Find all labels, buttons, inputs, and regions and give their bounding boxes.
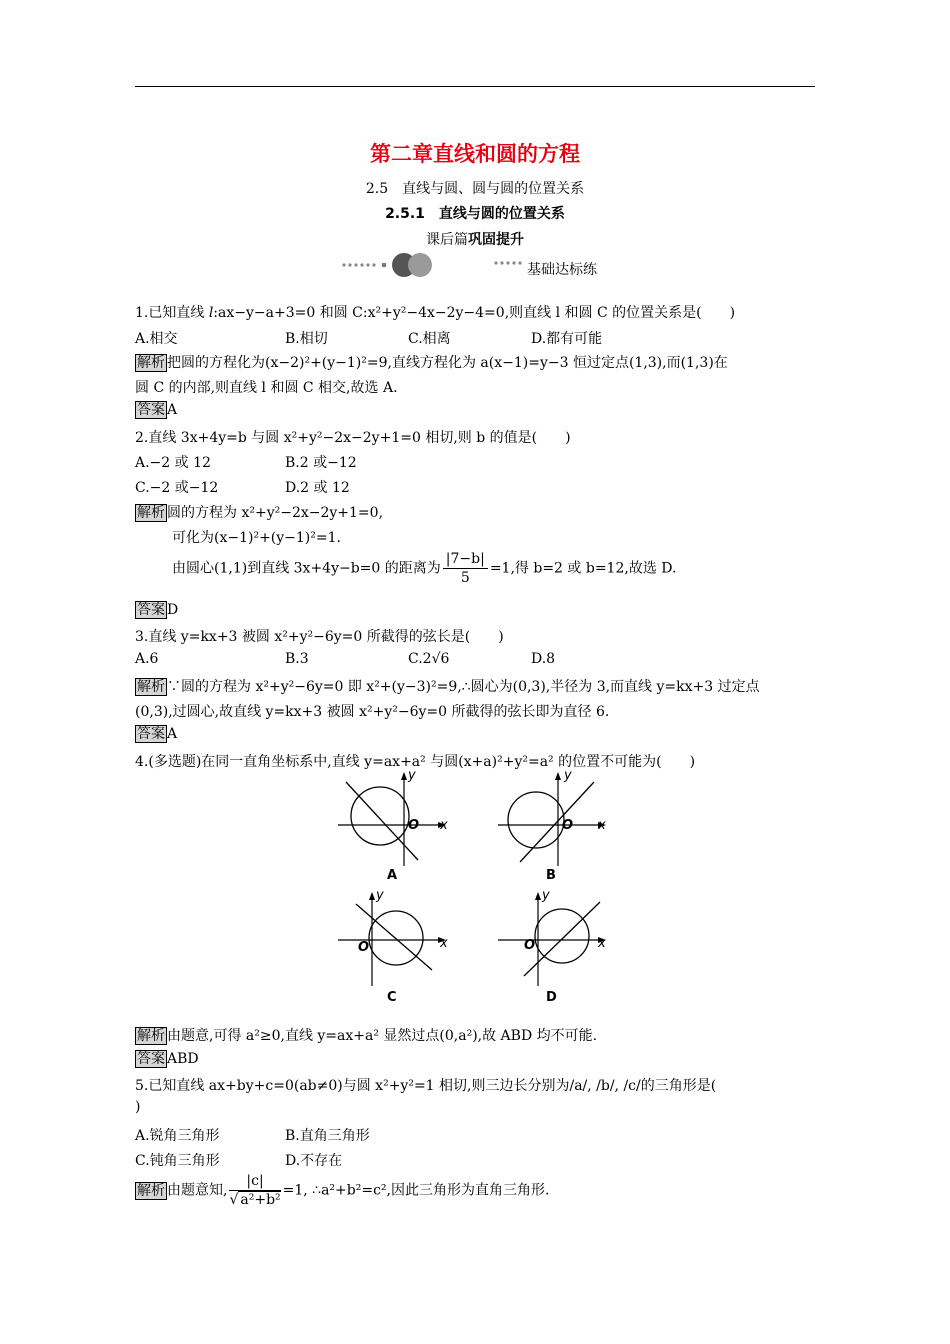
top-rule (135, 86, 815, 87)
q5-stem-line-2: ) (135, 1099, 141, 1115)
distance-fraction: $\frac{|7-b|}{5}$ (443, 550, 488, 587)
analysis-tag: 解析 (137, 1028, 165, 1044)
origin-label: O (524, 938, 536, 953)
section-title: 2.5 直线与圆、圆与圆的位置关系 (365, 181, 585, 197)
x-axis-label: x (598, 936, 606, 951)
q2-analysis-line-1: 解析 圆的方程为 x²+y²−2x−2y+1=0, (137, 505, 384, 521)
tangent-fraction: $\frac{|c|}{\text{√ a²+b²}}$ (229, 1173, 281, 1208)
q4-figure-d-label: D (546, 990, 557, 1005)
q3-analysis-line-1: 解析 ∵圆的方程为 x²+y²−6y=0 即 x²+(y−3)²=9,∴圆心为(0,3),半径为 3,而直线 y=kx+3 过定点 (137, 679, 760, 695)
q5-option-d: D.不存在 (285, 1153, 343, 1169)
q3-option-c: C.2√6 (408, 651, 450, 667)
q3-option-d: D.8 (531, 651, 556, 667)
q2-option-c: C.−2 或−12 (135, 480, 219, 496)
q3-option-b: B.3 (285, 651, 309, 667)
q4-figure-c (338, 890, 448, 990)
q4-stem: 4.(多选题)在同一直角坐标系中,直线 y=ax+a² 与圆(x+a)²+y²=a² 的位置不可能为( ) (135, 754, 696, 770)
x-axis-label: x (440, 818, 448, 833)
origin-label: O (358, 940, 370, 955)
q1-option-c: C.相离 (408, 331, 451, 347)
q5-analysis: 解析 由题意知, $\frac{|c|}{\text{√ a²+b²}}$ =1, ∴a²+b²=c²,因此三角形为直角三角形. (137, 1173, 550, 1208)
q2-answer: 答案 D (137, 602, 179, 618)
q5-option-c: C.钝角三角形 (135, 1153, 220, 1169)
analysis-tag: 解析 (137, 355, 165, 371)
q1-option-d: D.都有可能 (531, 331, 603, 347)
chapter-title: 第二章直线和圆的方程 (370, 142, 580, 166)
q1-answer: 答案 A (137, 402, 178, 418)
after-class-title: 课后篇巩固提升 (426, 232, 524, 248)
q4-figure-a (338, 770, 448, 870)
origin-label: O (408, 818, 420, 833)
y-axis-label: y (408, 768, 416, 783)
q2-option-a: A.−2 或 12 (135, 455, 211, 471)
q2-stem: 2.直线 3x+4y=b 与圆 x²+y²−2x−2y+1=0 相切,则 b 的值是( ) (135, 430, 571, 446)
q5-option-a: A.锐角三角形 (135, 1128, 220, 1144)
q4-figure-d (498, 890, 608, 990)
q4-figure-a-label: A (387, 868, 398, 883)
analysis-tag: 解析 (137, 1182, 165, 1199)
y-axis-label: y (564, 768, 572, 783)
x-axis-label: x (598, 818, 606, 833)
q1-stem: 1.已知直线 l:ax−y−a+3=0 和圆 C:x²+y²−4x−2y−4=0,则直线 l 和圆 C 的位置关系是( ) (135, 305, 736, 321)
q1-analysis-line-1: 解析 把圆的方程化为(x−2)²+(y−1)²=9,直线方程化为 a(x−1)=y−3 恒过定点(1,3),而(1,3)在 (137, 355, 728, 371)
q1-option-a: A.相交 (135, 331, 178, 347)
q3-option-a: A.6 (135, 651, 159, 667)
q5-stem-line-1: 5.已知直线 ax+by+c=0(ab≠0)与圆 x²+y²=1 相切,则三边长分别为/a/, /b/, /c/的三角形是( (135, 1078, 717, 1094)
q4-figure-c-label: C (387, 990, 397, 1005)
subsection-title: 2.5.1 直线与圆的位置关系 (385, 206, 565, 222)
q3-analysis-line-2: (0,3),过圆心,故直线 y=kx+3 被圆 x²+y²−6y=0 所截得的弦长即为直径 6. (135, 704, 610, 720)
q3-answer: 答案 A (137, 726, 178, 742)
q2-analysis-line-2: 可化为(x−1)²+(y−1)²=1. (172, 530, 341, 546)
analysis-tag: 解析 (137, 679, 165, 695)
q4-analysis: 解析 由题意,可得 a²≥0,直线 y=ax+a² 显然过点(0,a²),故 ABD 均不可能. (137, 1028, 598, 1044)
q2-option-d: D.2 或 12 (285, 480, 350, 496)
q4-answer: 答案 ABD (137, 1051, 199, 1067)
q2-option-b: B.2 或−12 (285, 455, 357, 471)
origin-label: O (562, 818, 574, 833)
q2-analysis-line-3: 由圆心(1,1)到直线 3x+4y−b=0 的距离为 $\frac{|7-b|}{5}$ =1,得 b=2 或 b=12,故选 D. (172, 551, 677, 586)
answer-tag: 答案 (137, 602, 165, 618)
q3-stem: 3.直线 y=kx+3 被圆 x²+y²−6y=0 所截得的弦长是( ) (135, 629, 504, 645)
q5-option-b: B.直角三角形 (285, 1128, 370, 1144)
y-axis-label: y (542, 888, 550, 903)
x-axis-label: x (440, 936, 448, 951)
analysis-tag: 解析 (137, 505, 165, 521)
level-label: 基础达标练 (527, 262, 597, 278)
answer-tag: 答案 (137, 402, 165, 418)
q4-figure-b-label: B (546, 868, 556, 883)
answer-tag: 答案 (137, 726, 165, 742)
answer-tag: 答案 (137, 1051, 165, 1067)
q1-option-b: B.相切 (285, 331, 328, 347)
q1-analysis-line-2: 圆 C 的内部,则直线 l 和圆 C 相交,故选 A. (135, 380, 398, 396)
q4-figure-b (498, 770, 608, 870)
y-axis-label: y (376, 888, 384, 903)
